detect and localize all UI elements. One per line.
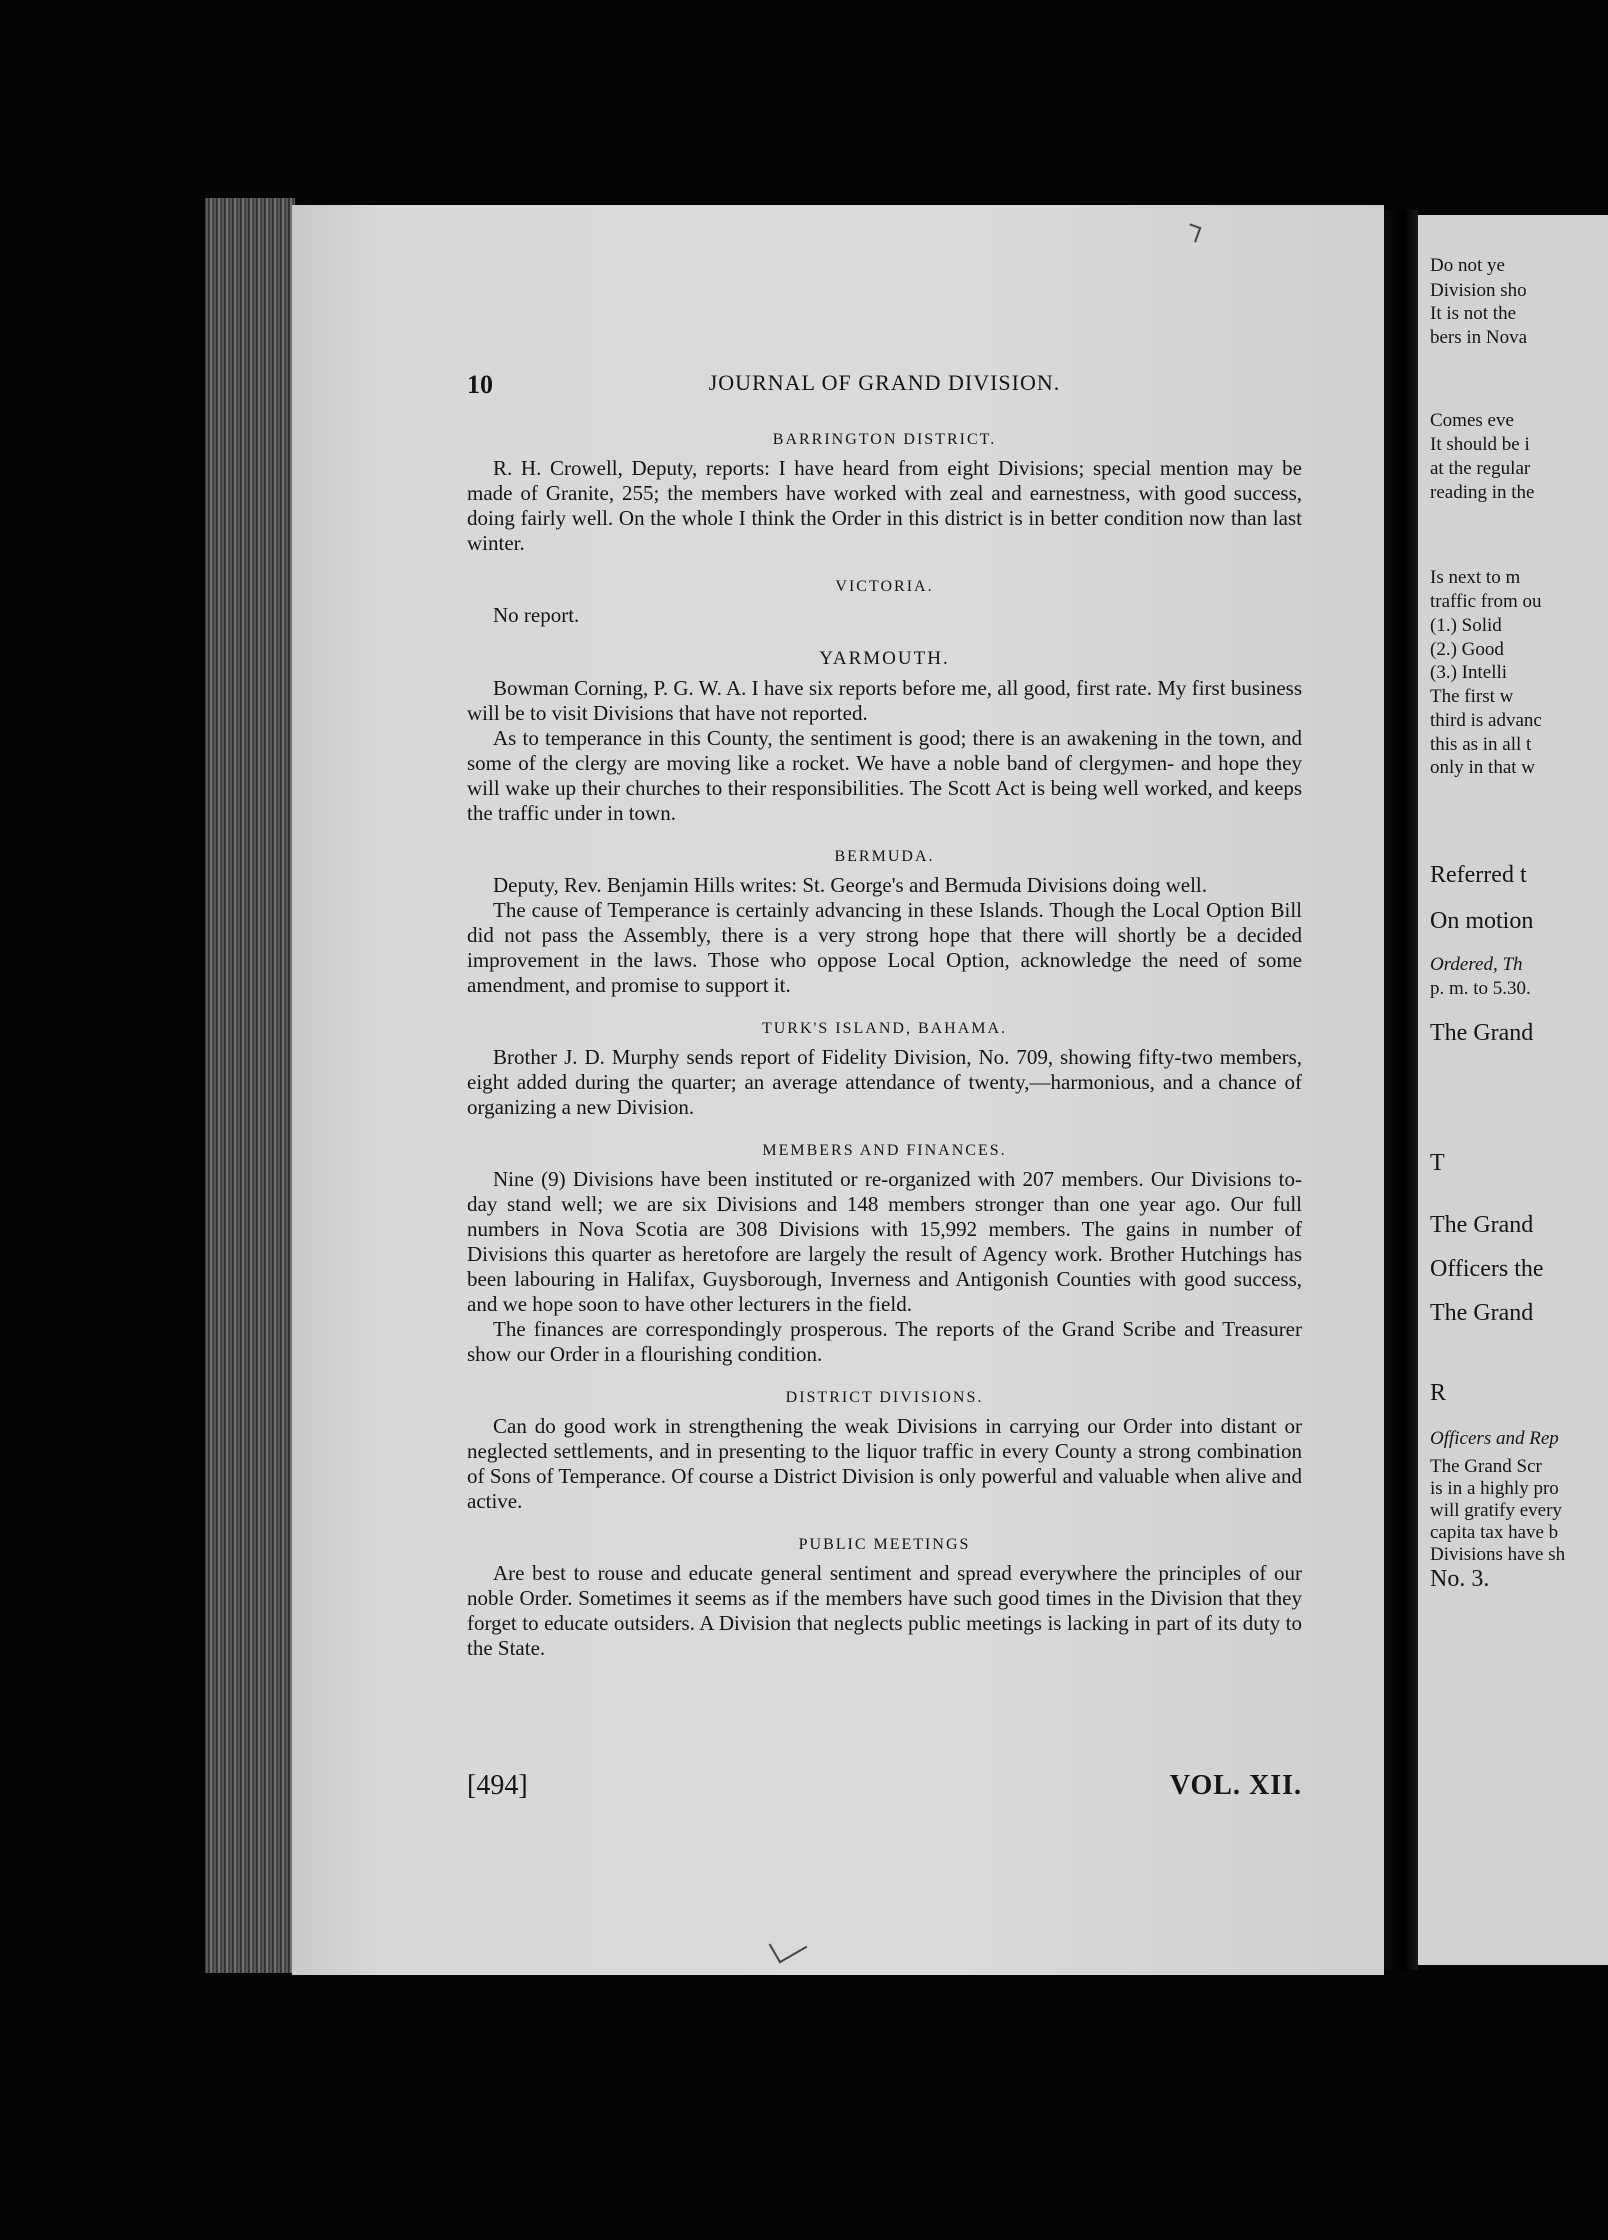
right-page-line: Divisions have sh [1430,1544,1566,1565]
section-heading: MEMBERS AND FINANCES. [762,1142,1007,1159]
right-page-line: at the regular [1430,458,1531,479]
section-heading: DISTRICT DIVISIONS. [785,1389,984,1406]
right-page-line: Referred t [1430,862,1527,888]
right-page-line: R [1430,1380,1447,1406]
paragraph: No report. [493,603,580,627]
section-heading: YARMOUTH. [819,648,950,669]
right-page-line: Ordered, Th [1430,954,1523,975]
pencil-mark [1185,223,1202,242]
paragraph: As to temperance in this County, the sentiment is good; there is an awakening in the town, and some of the clergy are moving like a rocket. We have a noble band of clergymen- and hope they will wake up their churches to their responsibilities. The Scott Act is being well worked, and keeps the traffic under in town. [467,726,1302,825]
paragraph: The cause of Temperance is certainly advancing in these Islands. Though the Local Option Bill did not pass the Assembly, there is a very strong hope that there will shortly be a decided improvement in the laws. Those who oppose Local Option, acknowledge the need of some amendment, and promise to support it. [467,898,1302,997]
right-page-line: The first w [1430,686,1514,707]
page-footer [467,1770,1302,1810]
paragraph: Bowman Corning, P. G. W. A. I have six reports before me, all good, first rate. My first business will be to visit Divisions that have not reported. [467,676,1302,725]
page-header [467,370,1302,410]
right-page-fragment [1418,215,1608,1965]
volume-label: VOL. XII. [1169,1770,1302,1801]
right-page-line: reading in the [1430,482,1535,503]
paragraph: Deputy, Rev. Benjamin Hills writes: St. George's and Bermuda Divisions doing well. [493,873,1208,897]
left-page [292,205,1384,1975]
paragraph: Can do good work in strengthening the weak Divisions in carrying our Order into distant or neglected settlements, and in presenting to the liquor traffic in every County a strong combination of Sons of Temperance. Of course a District Division is only powerful and valuable when alive and active. [467,1414,1302,1513]
right-page-line: is in a highly pro [1430,1478,1559,1499]
right-page-line: (1.) Solid [1430,615,1502,636]
right-page-line: Officers and Rep [1430,1428,1559,1449]
right-page-line: this as in all t [1430,734,1532,755]
right-page-line: T [1430,1150,1445,1176]
right-page-line: It should be i [1430,434,1530,455]
section-heading: TURK'S ISLAND, BAHAMA. [761,1020,1008,1037]
right-page-line: third is advanc [1430,710,1542,731]
right-page-line: Comes eve [1430,410,1514,431]
right-page-line: Do not ye [1430,255,1505,276]
section-heading: BERMUDA. [834,848,935,865]
right-page-line: The Grand [1430,1300,1534,1326]
page-number: 10 [467,370,493,399]
paragraph: Brother J. D. Murphy sends report of Fidelity Division, No. 709, showing fifty-two members, eight added during the quarter; an average attendance of twenty,—harmonious, and a chance of organizing a new Division. [467,1045,1302,1119]
right-page-line: p. m. to 5.30. [1430,978,1531,999]
book-page-edges [205,198,295,1973]
paragraph: Are best to rouse and educate general sentiment and spread everywhere the principles of our noble Order. Sometimes it seems as if the members have such good times in the Division that they forget to educate outsiders. A Division that neglects public meetings is lacking in part of its duty to the State. [467,1561,1302,1660]
running-head: JOURNAL OF GRAND DIVISION. [708,370,1061,395]
paragraph: R. H. Crowell, Deputy, reports: I have heard from eight Divisions; special mention may be made of Granite, 255; the members have worked with zeal and earnestness, with good success, doing fairly well. On the whole I think the Order in this district is in better condition now than last winter. [467,456,1302,555]
right-page-line: (2.) Good [1430,639,1504,660]
right-page-line: Officers the [1430,1256,1544,1282]
right-page-line: traffic from ou [1430,591,1542,612]
signature-mark: [494] [467,1770,528,1801]
right-page-line: (3.) Intelli [1430,662,1508,683]
right-page-line: The Grand [1430,1212,1534,1238]
right-page-line: It is not the [1430,303,1517,324]
right-page-line: Division sho [1430,280,1527,301]
pencil-mark [769,1928,808,1963]
section-heading: BARRINGTON DISTRICT. [772,431,997,448]
right-page-line: No. 3. [1430,1566,1490,1592]
paragraph: Nine (9) Divisions have been instituted or re-organized with 207 members. Our Divisions to-day stand well; we are six Divisions and 148 members stronger than one year ago. Our full numbers in Nova Scotia are 308 Divisions with 15,992 members. The gains in number of Divisions this quarter as heretofore are largely the result of Agency work. Brother Hutchings has been labouring in Halifax, Guysborough, Inverness and Antigonish Counties with good success, and we hope soon to have other lecturers in the field. [467,1167,1302,1316]
section-heading: PUBLIC MEETINGS [798,1536,971,1553]
page-body [467,423,1302,1675]
right-page-line: The Grand Scr [1430,1456,1542,1477]
right-page-line: Is next to m [1430,567,1521,588]
paragraph: The finances are correspondingly prosperous. The reports of the Grand Scribe and Treasurer show our Order in a flourishing condition. [467,1317,1302,1366]
right-page-line: only in that w [1430,757,1536,778]
right-page-line: capita tax have b [1430,1522,1559,1543]
right-page-line: bers in Nova [1430,327,1528,348]
right-page-line: will gratify every [1430,1500,1562,1521]
book-gutter [1384,210,1418,1970]
right-page-line: The Grand [1430,1020,1534,1046]
right-page-line: On motion [1430,908,1534,934]
section-heading: VICTORIA. [835,578,934,595]
